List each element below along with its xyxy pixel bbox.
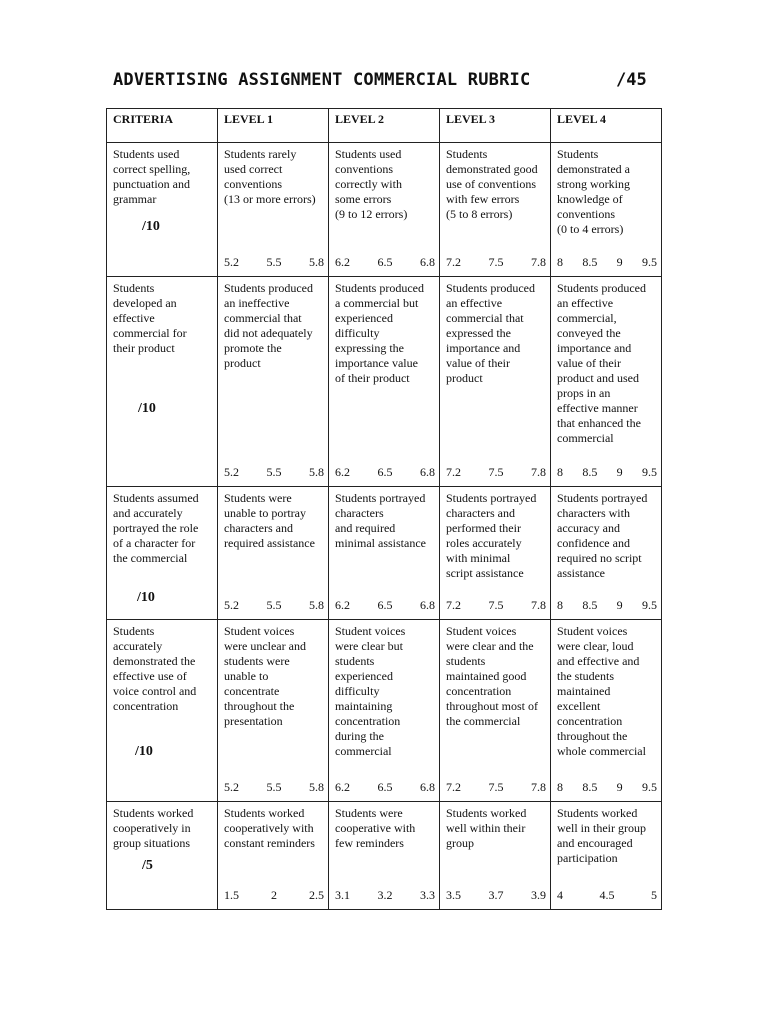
level-4-cell [551,620,662,802]
score-options [224,888,324,903]
score-options [335,465,435,480]
header-criteria: CRITERIA [107,109,218,143]
level-description: Students produced a commercial but experienced difficulty expressing the importance value of their product [335,281,424,385]
score-options [335,255,435,270]
level-3-cell [440,487,551,620]
level-1-cell [218,802,329,910]
score-value: 6.2 [335,255,350,269]
criteria-text: Students developed an effective commercial for their product [113,281,187,355]
level-description: Student voices were clear and the students maintained good concentration throughout most of the commercial [446,624,538,728]
score-options [335,598,435,613]
score-options [557,598,657,613]
score-value: 9.5 [641,780,657,794]
level-1-cell [218,277,329,487]
score-options [557,888,657,903]
score-options [446,598,546,613]
level-description: Student voices were clear but students experienced difficulty maintaining concentration during the commercial [335,624,406,758]
score-value: 7.5 [488,780,504,794]
level-3-cell [440,277,551,487]
level-2-cell [329,487,440,620]
table-row [107,802,662,910]
max-points: /10 [135,744,153,759]
level-1-cell [218,143,329,277]
header-row [107,109,662,143]
score-value: 7.5 [488,465,504,479]
score-value: 3.2 [377,888,393,902]
score-value: 9.5 [641,255,657,269]
score-value: 6.8 [420,465,435,479]
criteria-cell [107,277,218,487]
level-description: Students portrayed characters and required minimal assistance [335,491,426,550]
score-value: 3.1 [335,888,350,902]
score-value: 5.2 [224,465,239,479]
table-row [107,143,662,277]
score-value: 7.5 [488,598,504,612]
score-value: 7.8 [531,255,546,269]
score-value: 8.5 [582,780,598,794]
level-2-cell [329,620,440,802]
score-value: 5.8 [309,598,324,612]
score-value: 5.8 [309,465,324,479]
criteria-text: Students worked cooperatively in group situations [113,806,194,850]
level-4-cell [551,143,662,277]
level-description: Students were cooperative with few reminders [335,806,416,850]
score-options [557,255,657,270]
score-value: 5.8 [309,780,324,794]
score-value: 9 [616,598,623,612]
level-1-cell [218,620,329,802]
score-value: 5.2 [224,780,239,794]
score-value: 8 [557,780,563,794]
criteria-text: Students assumed and accurately portrayed the role of a character for the commercial [113,491,199,565]
score-options [446,255,546,270]
score-value: 5.5 [266,255,282,269]
score-value: 6.5 [377,598,393,612]
score-options [446,888,546,903]
max-points: /10 [138,401,156,416]
level-2-cell [329,143,440,277]
score-value: 8 [557,255,563,269]
score-value: 5.5 [266,780,282,794]
score-value: 6.2 [335,465,350,479]
score-value: 6.8 [420,780,435,794]
score-options [224,465,324,480]
score-value: 7.8 [531,598,546,612]
level-3-cell [440,802,551,910]
header-level-3: LEVEL 3 [440,109,551,143]
level-description: Students demonstrated good use of conventions with few errors (5 to 8 errors) [446,147,538,221]
score-value: 9 [616,255,623,269]
level-4-cell [551,487,662,620]
level-description: Students worked well in their group and encouraged participation [557,806,646,865]
score-options [335,780,435,795]
max-points: /10 [137,590,155,605]
score-value: 7.2 [446,255,461,269]
criteria-cell [107,143,218,277]
level-description: Students demonstrated a strong working knowledge of conventions (0 to 4 errors) [557,147,630,236]
header-level-2: LEVEL 2 [329,109,440,143]
level-4-cell [551,802,662,910]
score-options [446,465,546,480]
score-value: 5.2 [224,255,239,269]
level-description: Students worked well within their group [446,806,527,850]
score-options [446,780,546,795]
score-value: 8.5 [582,598,598,612]
score-value: 3.9 [531,888,546,902]
score-value: 9 [616,465,623,479]
max-points: /5 [142,858,153,873]
table-row [107,487,662,620]
score-options [557,780,657,795]
score-value: 5.5 [266,598,282,612]
score-value: 4 [557,888,563,902]
score-value: 3.7 [488,888,504,902]
criteria-text: Students accurately demonstrated the effective use of voice control and concentration [113,624,197,713]
score-value: 7.2 [446,780,461,794]
score-value: 7.5 [488,255,504,269]
max-points: /10 [142,219,160,234]
score-value: 7.2 [446,598,461,612]
header-level-4: LEVEL 4 [551,109,662,143]
score-options [224,598,324,613]
score-value: 6.8 [420,255,435,269]
header-level-1: LEVEL 1 [218,109,329,143]
score-value: 8.5 [582,255,598,269]
criteria-cell [107,487,218,620]
score-value: 3.5 [446,888,461,902]
score-value: 2.5 [309,888,324,902]
table-row [107,277,662,487]
score-value: 5.8 [309,255,324,269]
level-3-cell [440,143,551,277]
level-description: Students produced an effective commercial, conveyed the importance and value of their product and used props in an effective manner that enhanced the commercial [557,281,646,445]
score-value: 8 [557,465,563,479]
level-description: Students portrayed characters with accuracy and confidence and required no script assistance [557,491,648,580]
score-value: 6.8 [420,598,435,612]
page-title: ADVERTISING ASSIGNMENT COMMERCIAL RUBRIC [113,70,531,90]
score-value: 5 [651,888,657,902]
score-options [335,888,435,903]
score-value: 6.5 [377,780,393,794]
level-description: Students produced an effective commercial that expressed the importance and value of their product [446,281,535,385]
criteria-text: Students used correct spelling, punctuation and grammar [113,147,191,206]
criteria-cell [107,620,218,802]
score-options [557,465,657,480]
score-value: 3.3 [420,888,435,902]
score-value: 6.5 [377,465,393,479]
score-value: 6.2 [335,598,350,612]
score-value: 1.5 [224,888,239,902]
score-value: 8 [557,598,563,612]
score-value: 7.8 [531,465,546,479]
score-value: 5.2 [224,598,239,612]
score-value: 8.5 [582,465,598,479]
total-points: /45 [616,70,647,90]
score-value: 5.5 [266,465,282,479]
level-2-cell [329,277,440,487]
level-2-cell [329,802,440,910]
score-value: 9.5 [641,598,657,612]
score-value: 4.5 [599,888,615,902]
score-value: 6.5 [377,255,393,269]
level-description: Students rarely used correct conventions (13 or more errors) [224,147,316,206]
score-options [224,255,324,270]
score-value: 9.5 [641,465,657,479]
score-value: 9 [616,780,623,794]
table-row [107,620,662,802]
level-description: Students portrayed characters and performed their roles accurately with minimal script assistance [446,491,537,580]
level-description: Student voices were unclear and students were unable to concentrate throughout the presentation [224,624,306,728]
level-description: Students produced an ineffective commercial that did not adequately promote the product [224,281,313,370]
level-description: Students were unable to portray characters and required assistance [224,491,315,550]
rubric-table [106,108,662,910]
level-description: Students worked cooperatively with constant reminders [224,806,315,850]
level-3-cell [440,620,551,802]
score-value: 2 [271,888,277,902]
criteria-cell [107,802,218,910]
level-description: Student voices were clear, loud and effective and the students maintained excellent concentration throughout the whole commercial [557,624,646,758]
level-4-cell [551,277,662,487]
score-value: 7.8 [531,780,546,794]
score-value: 6.2 [335,780,350,794]
score-options [224,780,324,795]
level-description: Students used conventions correctly with some errors (9 to 12 errors) [335,147,408,221]
score-value: 7.2 [446,465,461,479]
level-1-cell [218,487,329,620]
